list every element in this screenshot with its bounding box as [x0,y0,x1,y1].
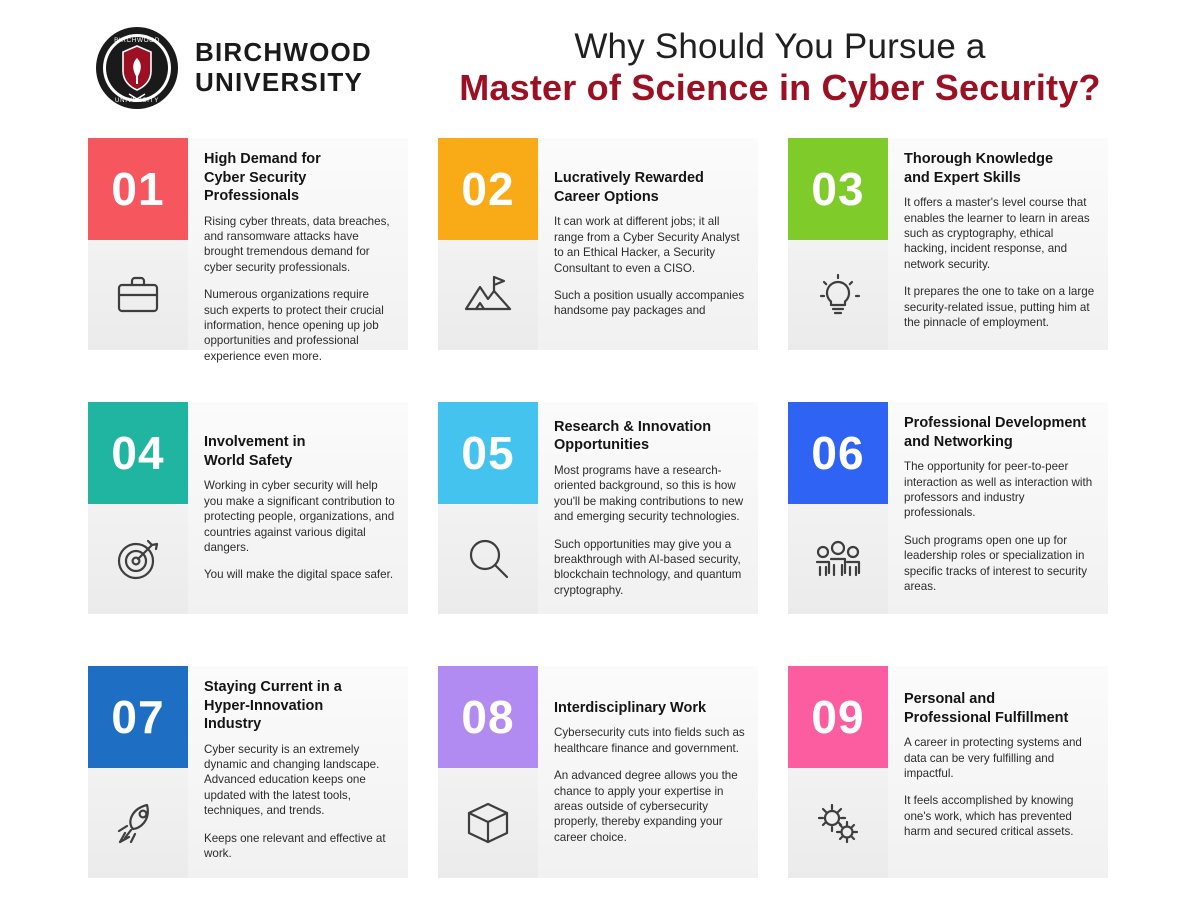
card-heading-line: High Demand for [204,151,321,167]
card-heading [554,699,746,718]
card-left-column [88,138,188,350]
card-left-column [88,402,188,614]
card-heading-line: Professional Fulfillment [904,709,1069,726]
card-heading [204,433,396,470]
card-content [188,138,408,363]
card-paragraph: A career in protecting systems and data can be very fulfilling and impactful. [904,736,1082,780]
reason-card-04 [88,402,408,614]
mountain-flag-icon [438,240,538,350]
brand-name [195,38,372,97]
card-number-badge: 09 [788,666,888,768]
card-number-badge: 07 [88,666,188,768]
package-box-icon [438,768,538,878]
card-heading [904,676,1096,727]
gears-icon [788,768,888,878]
card-heading-line: World Safety [204,452,293,469]
card-number-badge: 02 [438,138,538,240]
card-body [904,459,1096,594]
title-line-1: Why Should You Pursue a [574,27,986,67]
card-heading-line: Interdisciplinary Work [554,699,707,716]
card-heading-line: Career Options [554,188,659,205]
card-left-column [788,138,888,350]
page-title [372,26,1178,110]
card-number-badge: 04 [88,402,188,504]
card-heading-line: and Expert Skills [904,169,1021,186]
reason-card-08 [438,666,758,878]
card-paragraph: An advanced degree allows you the chance to apply your expertise in areas outside of cybersecurity properly, thereby expanding your career choice. [554,769,738,844]
card-body [554,463,746,598]
card-body [204,214,396,365]
card-number-badge: 01 [88,138,188,240]
brand-lockup [95,26,372,110]
title-line-2: Master of Science in Cyber Security? [459,67,1101,109]
card-left-column [438,666,538,878]
card-heading [554,169,746,206]
card-heading-line: Lucratively Rewarded [554,170,704,187]
card-left-column [788,402,888,614]
card-heading-line: Staying Current in a [204,679,342,695]
card-paragraph: Working in cyber security will help you make a significant contribution to protecting people, organizations, and countries against various digital dangers. [204,479,395,554]
card-body [204,742,396,862]
reasons-grid [0,118,1200,888]
card-paragraph: Cybersecurity cuts into fields such as healthcare finance and government. [554,726,745,755]
card-content [888,402,1108,614]
card-content [538,402,758,614]
reason-card-01 [88,138,408,363]
card-number-badge: 06 [788,402,888,504]
card-heading-line: Industry [204,716,262,733]
magnifier-icon [438,504,538,614]
card-heading [204,676,396,734]
card-paragraph: Rising cyber threats, data breaches, and ransomware attacks have brought tremendous demand for cyber security professionals. [204,214,390,274]
card-paragraph: Keeps one relevant and effective at work. [204,831,386,861]
card-heading-line: Research & Innovation [554,418,712,435]
card-paragraph: Such programs open one up for leadership roles or specialization in specific tracks of interest to security areas. [904,533,1087,593]
briefcase-icon [88,240,188,350]
card-paragraph: Numerous organizations require such experts to protect their crucial information, hence opening up job opportunities and professional experience even more. [204,288,384,363]
card-heading [204,148,396,206]
card-content [188,666,408,878]
card-body [904,195,1096,330]
card-heading [904,412,1096,451]
card-heading-line: Thorough Knowledge [904,151,1054,167]
card-content [188,402,408,614]
card-paragraph: The opportunity for peer-to-peer interaction as well as interaction with professors and industry professionals. [904,460,1093,520]
card-left-column [88,666,188,878]
card-paragraph: Such opportunities may give you a breakthrough with AI-based security, blockchain technology, and quantum cryptography. [554,537,742,597]
card-heading-line: Personal and [904,691,996,707]
card-paragraph: It feels accomplished by knowing one's work, which has prevented harm and secured critical assets. [904,794,1074,839]
brand-name-line2: UNIVERSITY [195,67,364,97]
card-paragraph: You will make the digital space safer. [204,568,394,582]
card-heading-line: Opportunities [554,437,650,454]
card-body [204,478,396,582]
card-left-column [438,138,538,350]
card-number-badge: 03 [788,138,888,240]
card-heading-line: Cyber Security Professionals [204,169,307,205]
card-paragraph: Cyber security is an extremely dynamic and changing landscape. Advanced education keeps one updated with the latest tools, techniques, and trends. [204,742,380,818]
card-body [904,735,1096,839]
card-content [888,666,1108,878]
card-paragraph: Most programs have a research-oriented background, so this is how you'll be making contributions to new and emerging security technologies. [554,463,744,524]
reason-card-05 [438,402,758,614]
card-body [554,214,746,318]
reason-card-02 [438,138,758,350]
card-heading-line: and Networking [904,433,1013,450]
reason-card-03 [788,138,1108,350]
card-left-column [788,666,888,878]
university-crest-icon [95,26,179,110]
svg-text:UNIVERSITY: UNIVERSITY [114,98,160,104]
card-content [538,666,758,878]
lightbulb-icon [788,240,888,350]
card-heading-line: Professional Development [904,415,1087,431]
header [0,0,1200,118]
card-content [888,138,1108,350]
card-heading-line: Involvement in [204,434,306,451]
card-paragraph: Such a position usually accompanies handsome pay packages and [554,288,745,318]
card-number-badge: 05 [438,402,538,504]
card-paragraph: It can work at different jobs; it all range from a Cyber Security Analyst to an Ethical Hacker, a Security Consultant to even a CISO. [554,215,740,275]
svg-text:BIRCHWOOD: BIRCHWOOD [114,37,160,44]
people-group-icon [788,504,888,614]
target-icon [88,504,188,614]
card-content [538,138,758,350]
rocket-icon [88,768,188,878]
card-heading-line: Hyper-Innovation [204,697,324,714]
reason-card-06 [788,402,1108,614]
card-body [554,725,746,845]
card-left-column [438,402,538,614]
reason-card-09 [788,666,1108,878]
card-paragraph: It prepares the one to take on a large security-related issue, putting him at the pinnacle of employment. [904,285,1095,329]
reason-card-07 [88,666,408,878]
card-heading [554,418,746,455]
brand-name-line1: BIRCHWOOD [195,37,372,68]
card-number-badge: 08 [438,666,538,768]
card-heading [904,148,1096,187]
card-paragraph: It offers a master's level course that enables the learner to learn in areas such as cryptography, ethical hacking, incident response, and network security. [904,196,1090,271]
